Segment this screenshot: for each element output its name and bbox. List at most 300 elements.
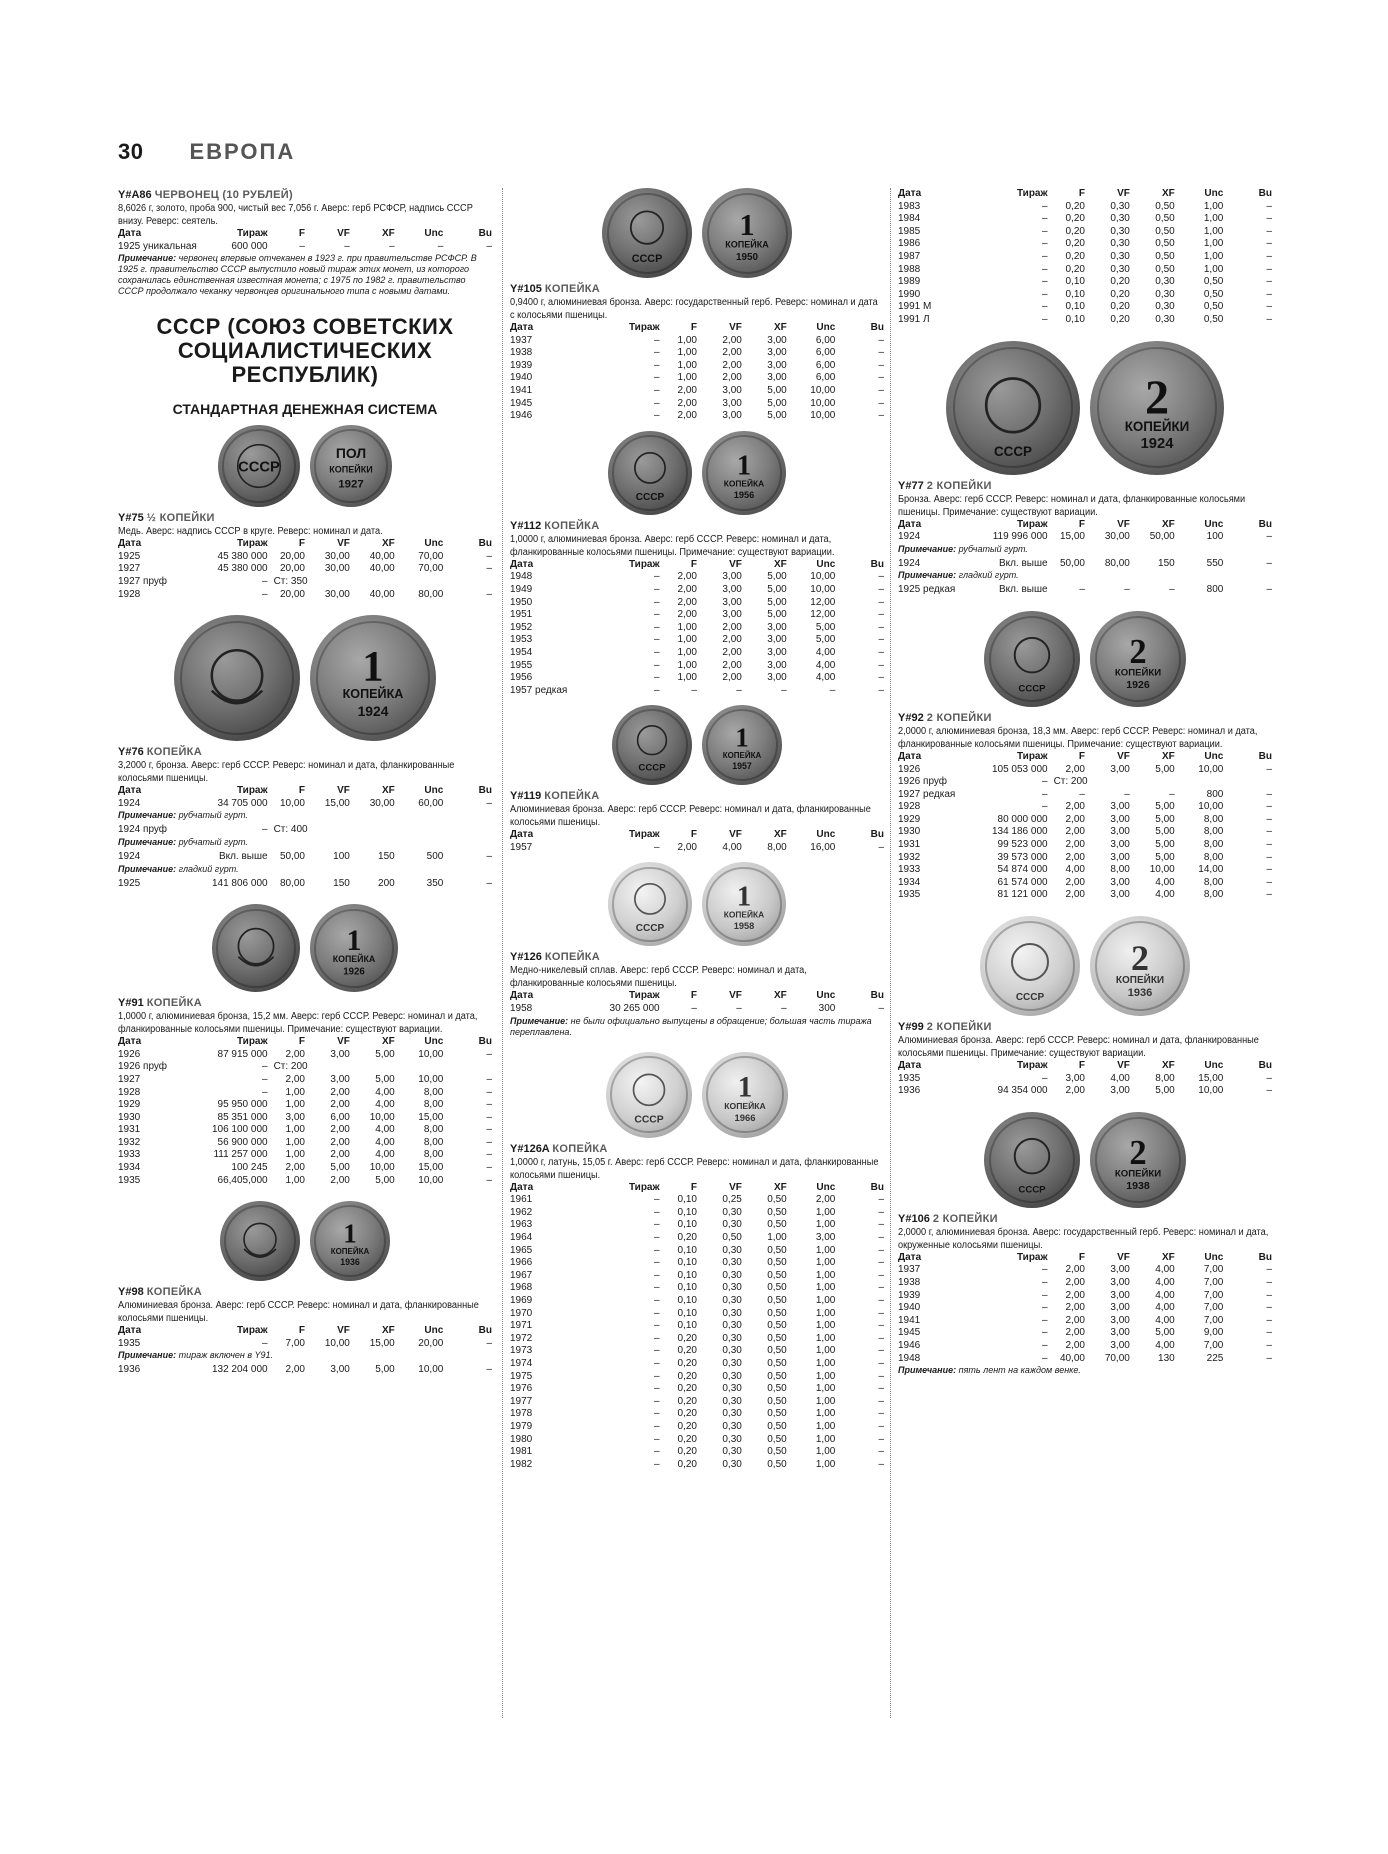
table-cell: 7,00 bbox=[1203, 1289, 1224, 1301]
table-cell: 1,00 bbox=[815, 1307, 836, 1319]
table-cell: 7,00 bbox=[1203, 1302, 1224, 1314]
entry-note: Примечание: гладкий гурт. bbox=[118, 863, 239, 874]
column-header: F bbox=[690, 322, 697, 333]
table-cell: 0,20 bbox=[677, 1420, 697, 1432]
table-row bbox=[510, 1282, 884, 1295]
column-header: Дата bbox=[510, 990, 534, 1002]
table-header-row bbox=[510, 322, 884, 335]
table-cell: – bbox=[878, 1295, 884, 1306]
table-cell: 0,50 bbox=[767, 1370, 787, 1382]
coin-obverse-image bbox=[980, 916, 1080, 1016]
table-cell: 1927 пруф bbox=[118, 575, 168, 587]
table-cell: 2,00 bbox=[677, 583, 697, 595]
table-cell: 2,00 bbox=[285, 1162, 305, 1174]
column-header: F bbox=[1078, 1251, 1085, 1263]
table-row bbox=[510, 584, 884, 597]
table-row bbox=[118, 1338, 492, 1351]
entry-y126 bbox=[510, 950, 884, 1037]
table-cell: 2,00 bbox=[677, 410, 697, 422]
table-row bbox=[898, 1085, 1272, 1098]
table-cell: 50,00 bbox=[1059, 557, 1085, 569]
table-cell: – bbox=[1042, 1264, 1048, 1276]
table-cell: 10,00 bbox=[1198, 801, 1224, 813]
table-row bbox=[510, 1245, 884, 1258]
table-cell: – bbox=[654, 1433, 660, 1445]
table-cell: 4,00 bbox=[1155, 1289, 1175, 1301]
table-cell: 6,00 bbox=[815, 359, 836, 371]
table-row bbox=[510, 1358, 884, 1371]
coin-obverse-image bbox=[602, 188, 692, 278]
entry-note: Примечание: рубчатый гурт. bbox=[118, 810, 248, 821]
table-cell: 20,00 bbox=[279, 588, 305, 600]
table-cell: 0,20 bbox=[677, 1408, 697, 1420]
table-cell: 2,00 bbox=[722, 634, 742, 646]
entry-y92 bbox=[898, 711, 1272, 902]
table-cell: 1,00 bbox=[677, 659, 697, 671]
table-cell: 3,00 bbox=[767, 659, 787, 671]
table-cell: – bbox=[1266, 889, 1272, 901]
table-cell: 1975 bbox=[510, 1370, 533, 1382]
table-cell: – bbox=[486, 1136, 492, 1148]
table-cell: 3,00 bbox=[1110, 851, 1130, 863]
table-cell: Ст: 350 bbox=[273, 575, 308, 587]
table-row bbox=[510, 1333, 884, 1346]
table-cell: – bbox=[1266, 1352, 1272, 1364]
column-header: Дата bbox=[118, 538, 142, 550]
table-cell: 0,10 bbox=[677, 1295, 697, 1306]
svg-text:КОПЕЙКА: КОПЕЙКА bbox=[723, 909, 765, 920]
table-cell: 10,00 bbox=[418, 1364, 444, 1376]
column-header: Unc bbox=[424, 538, 444, 550]
table-row bbox=[118, 878, 492, 891]
table-cell: – bbox=[1266, 788, 1272, 800]
column-header: Дата bbox=[898, 1251, 922, 1263]
coin-reverse-image bbox=[310, 615, 436, 741]
table-cell: 4,00 bbox=[375, 1149, 395, 1161]
table-cell: – bbox=[691, 684, 697, 696]
table-cell: 500 bbox=[426, 850, 444, 862]
table-cell: 5,00 bbox=[1155, 813, 1175, 825]
table-cell: 0,30 bbox=[722, 1446, 742, 1458]
svg-text:СССР: СССР bbox=[994, 443, 1032, 459]
column-header: XF bbox=[773, 558, 787, 570]
column-header: Unc bbox=[816, 1181, 836, 1193]
column-header: Bu bbox=[870, 558, 884, 570]
table-cell: 40,00 bbox=[369, 550, 395, 562]
table-cell: 1,00 bbox=[815, 1244, 836, 1256]
table-cell: 1963 bbox=[510, 1219, 533, 1231]
table-row bbox=[898, 814, 1272, 827]
column-header: Тираж bbox=[628, 990, 660, 1002]
table-cell: 0,50 bbox=[767, 1295, 787, 1306]
table-cell: – bbox=[654, 583, 660, 595]
table-cell: 5,00 bbox=[1155, 801, 1175, 813]
table-cell: 1989 bbox=[898, 276, 921, 288]
table-cell: 5,00 bbox=[767, 609, 787, 621]
svg-text:1924: 1924 bbox=[1140, 435, 1174, 452]
table-cell: 3,00 bbox=[1110, 839, 1130, 851]
table-cell: – bbox=[654, 1420, 660, 1432]
table-row bbox=[510, 1257, 884, 1270]
table-cell: 3,00 bbox=[1065, 1072, 1085, 1084]
coin-images bbox=[510, 705, 884, 785]
entry-description: 1,0000 г, алюминиевая бронза, 15,2 мм. Аверс: герб СССР. Реверс: номинал и дата, фланкированные колосьями пшеницы. Примечание: существуют вариации. bbox=[118, 1011, 478, 1036]
table-cell: 0,30 bbox=[1110, 238, 1130, 250]
table-cell: 1924 bbox=[118, 797, 141, 809]
table-cell: 99 523 000 bbox=[997, 839, 1048, 851]
table-cell: 105 053 000 bbox=[991, 763, 1048, 775]
table-row bbox=[898, 877, 1272, 890]
table-row bbox=[510, 1295, 884, 1308]
table-cell: 1935 bbox=[118, 1174, 141, 1186]
table-cell: – bbox=[1079, 788, 1085, 800]
coin-obverse-image bbox=[212, 904, 300, 992]
table-cell: 15,00 bbox=[324, 797, 350, 809]
table-row bbox=[898, 213, 1272, 226]
table-cell: 10,00 bbox=[1149, 864, 1175, 876]
entry-description: Алюминиевая бронза. Аверс: герб СССР. Реверс: номинал и дата, фланкированные колосьями пшеницы. bbox=[118, 1300, 479, 1325]
coin-images bbox=[118, 615, 492, 741]
table-cell: – bbox=[1124, 788, 1130, 800]
column-header: XF bbox=[381, 1325, 395, 1337]
column-header: Bu bbox=[1258, 518, 1272, 530]
table-row bbox=[510, 410, 884, 423]
table-cell: – bbox=[878, 1269, 884, 1281]
table-cell: 0,10 bbox=[677, 1307, 697, 1319]
mintage-table bbox=[510, 1182, 884, 1472]
table-cell: – bbox=[878, 1370, 884, 1382]
table-cell: 2,00 bbox=[722, 659, 742, 671]
entry-description: 3,2000 г, бронза. Аверс: герб СССР. Реверс: номинал и дата, фланкированные колосьями пшеницы. bbox=[118, 760, 455, 785]
table-cell: – bbox=[486, 1364, 492, 1376]
table-cell: 1,00 bbox=[815, 1219, 836, 1231]
column-header: Тираж bbox=[236, 785, 268, 797]
table-cell: 0,10 bbox=[677, 1257, 697, 1269]
table-cell: 1968 bbox=[510, 1282, 533, 1294]
table-cell: 1,00 bbox=[677, 672, 697, 684]
table-cell: 1928 bbox=[118, 1086, 141, 1098]
table-cell: 40,00 bbox=[1059, 1352, 1085, 1364]
table-cell: 8,00 bbox=[423, 1099, 444, 1111]
table-cell: 80 000 000 bbox=[997, 813, 1048, 825]
svg-text:СССР: СССР bbox=[635, 923, 665, 935]
table-cell: 2,00 bbox=[330, 1174, 350, 1186]
table-cell: 3,00 bbox=[1110, 876, 1130, 888]
table-row bbox=[510, 1003, 884, 1016]
column-header: Bu bbox=[478, 538, 492, 550]
table-cell: 1970 bbox=[510, 1307, 533, 1319]
table-cell: 10,00 bbox=[279, 797, 305, 809]
table-row bbox=[118, 851, 492, 864]
table-row bbox=[118, 589, 492, 602]
svg-text:1: 1 bbox=[362, 643, 384, 691]
table-cell: 0,30 bbox=[1110, 200, 1130, 212]
table-cell: 1,00 bbox=[815, 1370, 836, 1382]
country-heading: СССР (СОЮЗ СОВЕТСКИХ СОЦИАЛИСТИЧЕСКИХ РЕСПУБЛИК) bbox=[156, 314, 454, 388]
table-cell: 1949 bbox=[510, 583, 533, 595]
table-cell: 1987 bbox=[898, 250, 921, 262]
table-header-row bbox=[898, 751, 1272, 764]
svg-text:КОПЕЙКА: КОПЕЙКА bbox=[332, 954, 376, 965]
table-cell: 10,00 bbox=[418, 1048, 444, 1060]
table-row bbox=[898, 251, 1272, 264]
table-cell: – bbox=[654, 609, 660, 621]
table-cell: Ст: 200 bbox=[273, 1061, 308, 1073]
table-cell: – bbox=[736, 1003, 742, 1015]
page-number: 30 bbox=[118, 139, 144, 164]
table-cell: 0,20 bbox=[677, 1395, 697, 1407]
table-cell: 3,00 bbox=[767, 372, 787, 384]
table-cell: 0,20 bbox=[1065, 225, 1085, 237]
column-header: Unc bbox=[1204, 188, 1224, 199]
column-header: Bu bbox=[478, 228, 492, 239]
table-cell: 2,00 bbox=[330, 1149, 350, 1161]
table-row bbox=[118, 1099, 492, 1112]
table-cell: – bbox=[654, 1206, 660, 1218]
table-cell: 4,00 bbox=[815, 672, 836, 684]
table-row bbox=[510, 1270, 884, 1283]
svg-text:КОПЕЙКИ: КОПЕЙКИ bbox=[1124, 418, 1190, 434]
table-row bbox=[898, 764, 1272, 777]
mintage-table bbox=[898, 751, 1272, 902]
column-header: VF bbox=[1117, 1060, 1130, 1072]
table-cell: 1940 bbox=[898, 1302, 921, 1314]
table-cell: – bbox=[878, 684, 884, 696]
column-header: F bbox=[298, 785, 305, 797]
column-header: Unc bbox=[424, 1325, 444, 1337]
column-header: Дата bbox=[898, 518, 922, 530]
table-cell: 30,00 bbox=[324, 550, 350, 562]
table-cell: – bbox=[486, 1048, 492, 1060]
table-cell: 1966 bbox=[510, 1257, 533, 1269]
table-cell: 2,00 bbox=[677, 609, 697, 621]
table-cell: 85 351 000 bbox=[217, 1111, 268, 1123]
table-cell: 0,50 bbox=[767, 1244, 787, 1256]
table-cell: 1932 bbox=[118, 1136, 141, 1148]
table-cell: – bbox=[654, 1458, 660, 1470]
entry-description: Медно-никелевый сплав. Аверс: герб СССР. Реверс: номинал и дата, фланкированные колосьями пшеницы. bbox=[510, 965, 807, 990]
column-header: VF bbox=[1117, 188, 1130, 199]
table-cell: 1925 bbox=[118, 877, 141, 889]
table-cell: 1925 bbox=[118, 550, 141, 562]
table-cell: 0,30 bbox=[722, 1357, 742, 1369]
entry-title: Y#105 КОПЕЙКА bbox=[510, 283, 601, 295]
table-cell: 1988 bbox=[898, 263, 921, 275]
table-cell: 4,00 bbox=[375, 1086, 395, 1098]
column-header: Тираж bbox=[628, 1181, 660, 1193]
mintage-table bbox=[118, 1325, 492, 1377]
entry-title: Y#75 ½ КОПЕЙКИ bbox=[118, 512, 215, 525]
table-cell: – bbox=[878, 1219, 884, 1231]
table-cell: 150 bbox=[1158, 557, 1175, 569]
table-cell: 1931 bbox=[898, 839, 921, 851]
table-row bbox=[510, 609, 884, 622]
table-row bbox=[510, 398, 884, 411]
table-cell: 1951 bbox=[510, 609, 533, 621]
table-cell: – bbox=[1266, 288, 1272, 300]
table-cell: 3,00 bbox=[767, 359, 787, 371]
table-row bbox=[510, 1446, 884, 1459]
column-header: Unc bbox=[424, 228, 444, 239]
table-cell: 0,20 bbox=[1065, 200, 1085, 212]
coin-images bbox=[510, 431, 884, 515]
column-header: Bu bbox=[478, 1036, 492, 1048]
table-cell: – bbox=[654, 384, 660, 396]
coin-obverse-image bbox=[606, 1052, 692, 1138]
entry-description: 1,0000 г, алюминиевая бронза. Аверс: герб СССР. Реверс: номинал и дата, фланкированные колосьями пшеницы. Примечание: существуют вариации. bbox=[510, 533, 835, 558]
table-cell: 1957 редкая bbox=[510, 684, 568, 696]
table-cell: 1,00 bbox=[677, 372, 697, 384]
table-cell: 1967 bbox=[510, 1269, 533, 1281]
table-cell: 5,00 bbox=[330, 1162, 350, 1174]
table-cell: 0,10 bbox=[1065, 313, 1085, 325]
table-header-row bbox=[898, 1060, 1272, 1073]
table-cell: 60,00 bbox=[418, 797, 444, 809]
table-cell: 15,00 bbox=[1059, 531, 1085, 543]
table-row bbox=[898, 801, 1272, 814]
mintage-table bbox=[118, 538, 492, 601]
table-cell: 8,00 bbox=[1203, 851, 1224, 863]
column-header: Тираж bbox=[628, 558, 660, 570]
table-cell: 2,00 bbox=[330, 1136, 350, 1148]
table-cell: 1,00 bbox=[1203, 250, 1224, 262]
column-header: F bbox=[298, 538, 305, 550]
table-header-row bbox=[510, 990, 884, 1003]
table-cell: – bbox=[654, 841, 660, 853]
table-cell: – bbox=[654, 1320, 660, 1332]
table-cell: 4,00 bbox=[1155, 1264, 1175, 1276]
table-cell: 2,00 bbox=[722, 334, 742, 346]
table-cell: 3,00 bbox=[722, 583, 742, 595]
table-cell: – bbox=[1042, 301, 1048, 313]
table-row bbox=[510, 1371, 884, 1384]
table-cell: – bbox=[486, 1174, 492, 1186]
column-header: XF bbox=[381, 785, 395, 797]
coin-reverse-image bbox=[702, 431, 786, 515]
table-cell: 10,00 bbox=[1198, 763, 1224, 775]
table-cell: – bbox=[1042, 801, 1048, 813]
table-row bbox=[510, 372, 884, 385]
table-row bbox=[898, 864, 1272, 877]
table-cell: 0,50 bbox=[767, 1194, 787, 1206]
svg-text:КОПЕЙКА: КОПЕЙКА bbox=[342, 687, 404, 702]
table-cell: 1985 bbox=[898, 225, 921, 237]
mintage-table bbox=[898, 1060, 1272, 1098]
entry-ya86 bbox=[118, 188, 492, 297]
table-cell: – bbox=[878, 347, 884, 359]
column-header: Тираж bbox=[1016, 518, 1048, 530]
table-cell: 106 100 000 bbox=[211, 1124, 268, 1136]
table-row bbox=[510, 571, 884, 584]
table-cell: 1940 bbox=[510, 372, 533, 384]
table-cell: – bbox=[654, 1194, 660, 1206]
entry-y126a bbox=[510, 1142, 884, 1472]
entry-note: Примечание: рубчатый гурт. bbox=[898, 543, 1028, 554]
table-cell: 1969 bbox=[510, 1295, 533, 1306]
table-cell: 0,50 bbox=[767, 1383, 787, 1395]
table-cell: 350 bbox=[426, 877, 444, 889]
table-header-row bbox=[118, 785, 492, 798]
coin-obverse-image bbox=[174, 615, 300, 741]
table-cell: 0,50 bbox=[1203, 313, 1224, 325]
table-cell: – bbox=[691, 1003, 697, 1015]
table-cell: 0,30 bbox=[722, 1345, 742, 1357]
table-cell: – bbox=[486, 240, 492, 252]
entry-description: 1,0000 г, латунь, 15,05 г. Аверс: герб СССР. Реверс: номинал и дата, фланкированные колосьями пшеницы. bbox=[510, 1156, 879, 1181]
table-cell: 1,00 bbox=[677, 621, 697, 633]
table-cell: 3,00 bbox=[330, 1048, 350, 1060]
coin-reverse-image bbox=[310, 904, 398, 992]
table-row bbox=[510, 1383, 884, 1396]
table-row bbox=[898, 789, 1272, 802]
table-cell: – bbox=[486, 877, 492, 889]
column-header: F bbox=[1078, 518, 1085, 530]
table-cell: 1,00 bbox=[285, 1136, 305, 1148]
table-cell: 2,00 bbox=[1065, 889, 1085, 901]
table-row bbox=[510, 1345, 884, 1358]
table-cell: – bbox=[654, 1269, 660, 1281]
table-cell: 1,00 bbox=[285, 1099, 305, 1111]
table-cell: 10,00 bbox=[1198, 1085, 1224, 1097]
table-cell: – bbox=[654, 1257, 660, 1269]
column-header: Дата bbox=[118, 1325, 142, 1337]
column-2 bbox=[510, 188, 884, 1471]
table-row bbox=[898, 1264, 1272, 1277]
table-cell: – bbox=[878, 372, 884, 384]
table-cell: 80,00 bbox=[1104, 557, 1130, 569]
table-cell: 0,30 bbox=[1110, 250, 1130, 262]
table-cell: – bbox=[878, 1345, 884, 1357]
table-cell: 1,00 bbox=[815, 1383, 836, 1395]
table-cell: 5,00 bbox=[1155, 826, 1175, 838]
svg-text:1957: 1957 bbox=[732, 761, 752, 772]
table-cell: – bbox=[486, 1099, 492, 1111]
table-cell: 10,00 bbox=[418, 1073, 444, 1085]
table-cell: 5,00 bbox=[1155, 839, 1175, 851]
table-cell: 0,30 bbox=[722, 1219, 742, 1231]
table-cell: – bbox=[878, 1357, 884, 1369]
table-cell: 1945 bbox=[510, 397, 533, 409]
table-cell: 2,00 bbox=[722, 347, 742, 359]
entry-title: Y#91 КОПЕЙКА bbox=[118, 997, 202, 1010]
svg-text:1966: 1966 bbox=[734, 1112, 756, 1124]
table-cell: 2,00 bbox=[1065, 876, 1085, 888]
column-header: Тираж bbox=[1016, 1251, 1048, 1263]
table-cell: 0,50 bbox=[767, 1458, 787, 1470]
table-cell: – bbox=[1042, 1277, 1048, 1288]
table-cell: 1,00 bbox=[1203, 263, 1224, 275]
column-header: Bu bbox=[1258, 188, 1272, 199]
column-header: VF bbox=[337, 228, 350, 239]
column-divider bbox=[890, 188, 891, 1718]
column-header: Дата bbox=[510, 322, 534, 333]
table-row bbox=[510, 622, 884, 635]
table-row bbox=[118, 1124, 492, 1137]
table-cell: – bbox=[1266, 1072, 1272, 1084]
column-header: F bbox=[690, 829, 697, 841]
table-cell: – bbox=[486, 1337, 492, 1349]
table-cell: 5,00 bbox=[375, 1073, 395, 1085]
column-header: VF bbox=[729, 1181, 742, 1193]
table-cell: 1935 bbox=[118, 1337, 141, 1349]
table-cell: – bbox=[486, 1073, 492, 1085]
svg-text:1927: 1927 bbox=[338, 478, 364, 491]
table-cell: 150 bbox=[378, 850, 395, 862]
table-cell: – bbox=[878, 1433, 884, 1445]
table-cell: 0,20 bbox=[677, 1357, 697, 1369]
coin-images bbox=[898, 916, 1272, 1016]
table-cell: 3,00 bbox=[815, 1232, 836, 1244]
